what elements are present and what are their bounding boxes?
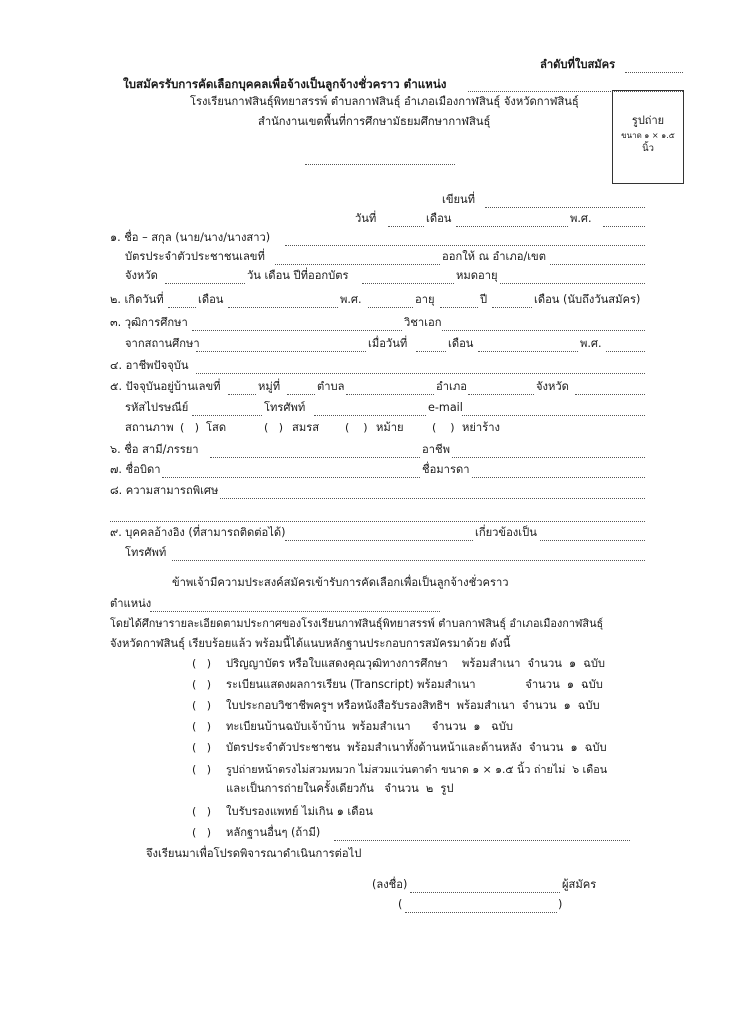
document-checkbox[interactable]: ( ) — [192, 657, 212, 670]
graduation-month-input[interactable] — [478, 337, 578, 352]
age-years-input[interactable] — [440, 293, 478, 308]
declaration-position-input[interactable] — [150, 597, 440, 612]
written-day-label: วันที่ — [355, 212, 377, 225]
moo-input[interactable] — [287, 380, 315, 395]
section7-row — [0, 463, 745, 481]
document-label: บัตรประจำตัวประชาชน พร้อมสำเนาทั้งด้านหน้าและด้านหลัง จำนวน ๑ ฉบับ — [226, 741, 607, 754]
skills-label: ๘. ความสามารถพิเศษ — [110, 484, 219, 497]
printed-name-input[interactable] — [405, 898, 557, 913]
section5-address-row — [0, 380, 745, 398]
status-divorced-label: หย่าร้าง — [462, 421, 500, 434]
mother-input[interactable] — [472, 463, 645, 478]
id-card-label: บัตรประจำตัวประชาชนเลขที่ — [125, 250, 265, 263]
email-input[interactable] — [462, 401, 645, 416]
document-label: ปริญญาบัตร หรือใบแสดงคุณวุฒิทางการศึกษา พร้อมสำเนา จำนวน ๑ ฉบับ — [226, 657, 606, 670]
status-divorced-checkbox[interactable]: ( ) — [432, 421, 455, 434]
section6-row — [0, 443, 745, 461]
education-label: ๓. วุฒิการศึกษา — [110, 316, 188, 329]
document-checkbox[interactable]: ( ) — [192, 678, 212, 691]
tambon-label: ตำบล — [317, 380, 345, 393]
application-number-input[interactable] — [625, 58, 683, 73]
reference-phone-label: โทรศัพท์ — [125, 546, 167, 559]
section5-contact-row — [0, 401, 745, 419]
office-line: สำนักงานเขตพื้นที่การศึกษามัธยมศึกษากาฬสินธุ์ — [258, 115, 491, 128]
status-single-label: โสด — [206, 421, 227, 434]
document-checkbox[interactable]: ( ) — [192, 763, 212, 776]
photo-unit: นิ้ว — [642, 143, 654, 154]
province-input[interactable] — [165, 269, 245, 284]
signature-row — [0, 878, 745, 896]
declaration-intro: ข้าพเจ้ามีความประสงค์สมัครเข้ารับการคัดเลือกเพื่อเป็นลูกจ้างชั่วคราว — [172, 576, 509, 589]
email-label: e-mail — [428, 401, 463, 414]
written-place-input[interactable] — [485, 193, 645, 208]
declaration-position-row — [0, 597, 745, 615]
tambon-input[interactable] — [346, 380, 434, 395]
section3-institution-row — [0, 337, 745, 355]
close-paren: ) — [558, 898, 563, 911]
occupation-label: ๔. อาชีพปัจจุบัน — [110, 359, 189, 372]
issued-at-label: ออกให้ ณ อำเภอ/เขต — [442, 250, 546, 263]
document-label-continuation: และเป็นการถ่ายในครั้งเดียวกัน จำนวน ๒ รูป — [226, 782, 454, 795]
photo-box — [612, 90, 684, 184]
document-checkbox[interactable]: ( ) — [192, 720, 212, 733]
document-item — [0, 826, 745, 844]
full-name-input[interactable] — [285, 231, 645, 246]
document-label: ระเบียนแสดงผลการเรียน (Transcript) พร้อมสำเนา จำนวน ๑ ฉบับ — [226, 678, 603, 691]
expire-input[interactable] — [500, 269, 645, 284]
document-item — [0, 657, 745, 675]
section2-row — [0, 293, 745, 311]
skills-input[interactable] — [220, 484, 645, 499]
section9-phone-row — [0, 546, 745, 564]
graduation-day-input[interactable] — [416, 337, 446, 352]
age-month-label: เดือน (นับถึงวันสมัคร) — [534, 293, 641, 306]
document-item — [0, 763, 745, 781]
section1-name-row — [0, 231, 745, 249]
photo-label: รูปถ่าย — [631, 114, 665, 127]
address-province-input[interactable] — [575, 380, 645, 395]
province-label: จังหวัด — [125, 269, 158, 282]
document-item — [0, 720, 745, 738]
written-date-row — [0, 212, 745, 230]
name-label: ๑. ชื่อ – สกุล (นาย/นาง/นางสาว) — [110, 231, 271, 244]
declaration-line1: โดยได้ศึกษารายละเอียดตามประกาศของโรงเรียนกาฬสินธุ์พิทยาสรรพ์ ตำบลกาฬสินธุ์ อำเภอเมืองกาฬสินธุ์ — [110, 617, 604, 630]
reference-label: ๙. บุคคลอ้างอิง (ที่สามารถติดต่อได้) — [110, 526, 286, 539]
major-label: วิชาเอก — [404, 316, 442, 329]
graduation-day-label: เมื่อวันที่ — [368, 337, 408, 350]
document-item — [0, 699, 745, 717]
document-label: ทะเบียนบ้านฉบับเจ้าบ้าน พร้อมสำเนา จำนวน ๑ ฉบับ — [226, 720, 513, 733]
spouse-occupation-label: อาชีพ — [422, 443, 450, 456]
applicant-label: ผู้สมัคร — [562, 878, 597, 891]
birth-year-input[interactable] — [368, 293, 413, 308]
header-blank-input[interactable] — [305, 150, 455, 165]
application-number-label: ลำดับที่ใบสมัคร — [540, 58, 616, 71]
document-label: ใบรับรองแพทย์ ไม่เกิน ๑ เดือน — [226, 805, 373, 818]
other-documents-input[interactable] — [334, 826, 630, 841]
occupation-input[interactable] — [196, 359, 645, 374]
sign-label: (ลงชื่อ) — [372, 878, 408, 891]
relation-label: เกี่ยวข้องเป็น — [475, 526, 537, 539]
document-checkbox[interactable]: ( ) — [192, 699, 212, 712]
age-year-label: ปี — [480, 293, 488, 306]
document-checkbox[interactable]: ( ) — [192, 805, 212, 818]
marital-status-row — [0, 421, 745, 439]
document-checkbox[interactable]: ( ) — [192, 826, 212, 839]
status-married-checkbox[interactable]: ( ) — [264, 421, 284, 434]
postal-code-input[interactable] — [192, 401, 262, 416]
issue-date-label: วัน เดือน ปีที่ออกบัตร — [247, 269, 349, 282]
document-item — [0, 805, 745, 823]
birth-day-input[interactable] — [168, 293, 196, 308]
reference-input[interactable] — [285, 526, 473, 541]
address-province-label: จังหวัด — [536, 380, 569, 393]
age-months-input[interactable] — [492, 293, 532, 308]
phone-label: โทรศัพท์ — [264, 401, 306, 414]
institution-label: จากสถานศึกษา — [125, 337, 200, 350]
photo-size: ขนาด ๑ × ๑.๕ — [621, 131, 675, 140]
marital-status-label: สถานภาพ — [125, 421, 174, 434]
father-label: ๗. ชื่อบิดา — [110, 463, 161, 476]
issued-at-input[interactable] — [550, 250, 645, 265]
written-month-input[interactable] — [456, 212, 568, 227]
section8-row — [0, 484, 745, 502]
birth-month-input[interactable] — [228, 293, 338, 308]
written-place-row — [0, 193, 745, 211]
education-input[interactable] — [192, 316, 402, 331]
document-checkbox[interactable]: ( ) — [192, 741, 212, 754]
house-number-input[interactable] — [228, 380, 256, 395]
graduation-month-label: เดือน — [448, 337, 474, 350]
moo-label: หมู่ที่ — [258, 380, 281, 393]
amphoe-label: อำเภอ — [436, 380, 467, 393]
school-line: โรงเรียนกาฬสินธุ์พิทยาสรรพ์ ตำบลกาฬสินธุ์ อำเภอเมืองกาฬสินธุ์ จังหวัดกาฬสินธุ์ — [190, 95, 579, 108]
age-label: อายุ — [415, 293, 435, 306]
postal-code-label: รหัสไปรษณีย์ — [125, 401, 189, 414]
document-label: ใบประกอบวิชาชีพครูฯ หรือหนังสือรับรองสิทธิฯ พร้อมสำเนา จำนวน ๑ ฉบับ — [226, 699, 600, 712]
expire-label: หมดอายุ — [456, 269, 498, 282]
graduation-year-label: พ.ศ. — [580, 337, 602, 350]
relation-input[interactable] — [540, 526, 645, 541]
mother-label: ชื่อมารดา — [422, 463, 470, 476]
birth-year-label: พ.ศ. — [340, 293, 362, 306]
reference-phone-input[interactable] — [172, 546, 645, 561]
written-day-input[interactable] — [388, 212, 424, 227]
id-card-input[interactable] — [275, 250, 440, 265]
spouse-input[interactable] — [210, 443, 420, 458]
status-married-label: สมรส — [292, 421, 320, 434]
signature-input[interactable] — [410, 878, 560, 893]
status-single-checkbox[interactable]: ( ) — [180, 421, 200, 434]
issue-date-input[interactable] — [362, 269, 454, 284]
phone-input[interactable] — [314, 401, 426, 416]
institution-input[interactable] — [196, 337, 366, 352]
document-label: หลักฐานอื่นๆ (ถ้ามี) — [226, 826, 321, 839]
open-paren: ( — [398, 898, 403, 911]
application-number-row — [0, 58, 745, 76]
house-number-label: ๕. ปัจจุบันอยู่บ้านเลขที่ — [110, 380, 221, 393]
printed-name-row — [0, 898, 745, 916]
birth-month-label: เดือน — [198, 293, 224, 306]
written-month-label: เดือน — [426, 212, 452, 225]
section1-province-row — [0, 269, 745, 287]
declaration-line2: จังหวัดกาฬสินธุ์ เรียบร้อยแล้ว พร้อมนี้ได้แนบหลักฐานประกอบการสมัครมาด้วย ดังนี้ — [110, 637, 511, 650]
spouse-occupation-input[interactable] — [452, 443, 645, 458]
section9-row — [0, 526, 745, 544]
closing-text: จึงเรียนมาเพื่อโปรดพิจารณาดำเนินการต่อไป — [146, 847, 362, 860]
major-input[interactable] — [442, 316, 645, 331]
page-title: ใบสมัครรับการคัดเลือกบุคคลเพื่อจ้างเป็นลูกจ้างชั่วคราว ตำแหน่ง — [123, 77, 447, 91]
section3-education-row — [0, 316, 745, 334]
document-item-continuation — [0, 782, 745, 800]
written-place-label: เขียนที่ — [442, 193, 476, 206]
written-year-input[interactable] — [603, 212, 645, 227]
section4-row — [0, 359, 745, 377]
document-item — [0, 678, 745, 696]
section1-id-row — [0, 250, 745, 268]
document-label: รูปถ่ายหน้าตรงไม่สวมหมวก ไม่สวมแว่นตาดำ ขนาด ๑ × ๑.๕ นิ้ว ถ่ายไม่ ๖ เดือน — [226, 763, 608, 776]
declaration-position-label: ตำแหน่ง — [110, 597, 152, 610]
graduation-year-input[interactable] — [606, 337, 645, 352]
father-input[interactable] — [162, 463, 420, 478]
birth-day-label: ๒. เกิดวันที่ — [110, 293, 164, 306]
status-widowed-label: หม้าย — [376, 421, 404, 434]
status-widowed-checkbox[interactable]: ( ) — [345, 421, 368, 434]
amphoe-input[interactable] — [468, 380, 534, 395]
spouse-label: ๖. ชื่อ สามี/ภรรยา — [110, 443, 199, 456]
document-item — [0, 741, 745, 759]
skills-input-line2[interactable] — [110, 507, 645, 522]
written-year-label: พ.ศ. — [570, 212, 592, 225]
